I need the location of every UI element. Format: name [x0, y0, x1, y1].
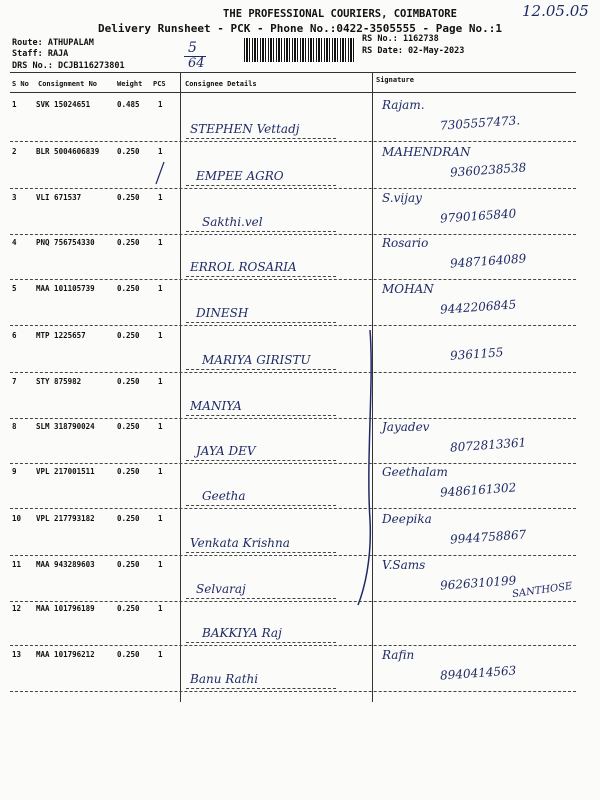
signature-phone: 9790165840 [439, 206, 517, 226]
consignee-name: BAKKIYA Raj [202, 626, 282, 640]
consignee-name: ERROL ROSARIA [190, 260, 297, 274]
barcode [244, 38, 356, 62]
row-weight: 0.250 [117, 560, 140, 569]
col-sno: S No [12, 80, 29, 88]
row-weight: 0.250 [117, 147, 140, 156]
name-underline [186, 415, 336, 416]
signature-text: MAHENDRAN [382, 145, 471, 159]
row-pcs: 1 [158, 467, 163, 476]
row-pcs: 1 [158, 193, 163, 202]
row-consignment: BLR 5004606839 [36, 147, 100, 156]
row-separator [10, 188, 576, 189]
col-consignee: Consignee Details [185, 80, 257, 88]
row-separator [10, 234, 576, 235]
name-underline [186, 505, 336, 506]
table-header-rule [10, 92, 576, 93]
row-consignment: SVK 15024651 [36, 100, 91, 109]
row-weight: 0.250 [117, 331, 140, 340]
row-consignment: MAA 101796189 [36, 604, 95, 613]
signature-text: Rafin [382, 648, 415, 662]
consignee-name: STEPHEN Vettadj [190, 122, 300, 136]
signature-phone: 9442206845 [439, 297, 517, 317]
row-consignment: VLI 671537 [36, 193, 82, 202]
row-sno: 4 [12, 238, 17, 247]
row-weight: 0.250 [117, 284, 140, 293]
name-underline [186, 552, 336, 553]
row-separator [10, 555, 576, 556]
runsheet-title: Delivery Runsheet - PCK - Phone No.:0422-3505555 - Page No.:1 [98, 22, 502, 35]
handwritten-count: 5 [188, 40, 197, 56]
row-separator [10, 691, 576, 692]
row-weight: 0.250 [117, 193, 140, 202]
handwritten-santhose: SANTHOSE [511, 580, 574, 601]
row-sno: 3 [12, 193, 17, 202]
signature-phone: 7305557473. [439, 113, 521, 133]
staff-label: Staff: RAJA [12, 49, 69, 59]
row-weight: 0.485 [117, 100, 140, 109]
signature-text: MOHAN [382, 282, 434, 296]
row-separator [10, 418, 576, 419]
name-underline [186, 322, 336, 323]
row-sno: 2 [12, 147, 17, 156]
row-sno: 5 [12, 284, 17, 293]
signature-text: Rajam. [382, 98, 425, 112]
row-sno: 10 [12, 514, 22, 523]
row-separator [10, 325, 576, 326]
signature-text: Geethalam [382, 465, 448, 479]
row-pcs: 1 [158, 514, 163, 523]
row-consignment: VPL 217793182 [36, 514, 95, 523]
signature-text: S.vijay [382, 191, 422, 205]
row-pcs: 1 [158, 284, 163, 293]
signature-text: Rosario [382, 236, 429, 250]
signature-phone: 8940414563 [439, 663, 517, 683]
row-consignment: STY 875982 [36, 377, 82, 386]
route-label: Route: ATHUPALAM [12, 38, 94, 48]
row-pcs: 1 [158, 147, 163, 156]
consignee-name: JAYA DEV [196, 444, 256, 458]
row-pcs: 1 [158, 100, 163, 109]
row-weight: 0.250 [117, 604, 140, 613]
name-underline [186, 688, 336, 689]
rs-date: RS Date: 02-May-2023 [362, 46, 465, 56]
row-pcs: 1 [158, 331, 163, 340]
row-consignment: MAA 943289603 [36, 560, 95, 569]
consignee-name: Banu Rathi [190, 672, 259, 686]
row-sno: 8 [12, 422, 17, 431]
row-consignment: MAA 101105739 [36, 284, 95, 293]
row-separator [10, 372, 576, 373]
col-weight: Weight [117, 80, 143, 88]
name-underline [186, 231, 336, 232]
row-weight: 0.250 [117, 650, 140, 659]
row-sno: 13 [12, 650, 22, 659]
row-sno: 11 [12, 560, 22, 569]
row-pcs: 1 [158, 377, 163, 386]
signature-text: Jayadev [382, 420, 430, 434]
row-pcs: 1 [158, 604, 163, 613]
consignee-name: Geetha [202, 489, 246, 503]
row-pcs: 1 [158, 650, 163, 659]
consignee-name: Venkata Krishna [190, 536, 290, 550]
name-underline [186, 185, 336, 186]
row-consignment: PNQ 756754330 [36, 238, 95, 247]
name-underline [186, 276, 336, 277]
consignee-name: Sakthi.vel [202, 215, 263, 229]
name-underline [186, 642, 336, 643]
row-separator [10, 601, 576, 602]
row-pcs: 1 [158, 560, 163, 569]
signature-phone: 9487164089 [449, 251, 527, 271]
row-sno: 12 [12, 604, 22, 613]
col-consignment: Consignment No [38, 80, 98, 88]
company-title: THE PROFESSIONAL COURIERS, COIMBATORE [223, 8, 457, 20]
signature-phone: 8072813361 [449, 435, 527, 455]
signature-text: Deepika [382, 512, 432, 526]
consignee-name: DINESH [196, 306, 249, 320]
row-consignment: SLM 318790024 [36, 422, 95, 431]
row-consignment: VPL 217001511 [36, 467, 95, 476]
name-underline [186, 138, 336, 139]
row-separator [10, 645, 576, 646]
signature-phone: 9360238538 [449, 160, 527, 180]
consignee-name: Selvaraj [196, 582, 246, 596]
table-top-rule [10, 72, 576, 73]
rs-number: RS No.: 1162738 [362, 34, 439, 44]
row-pcs: 1 [158, 422, 163, 431]
consignee-name: MARIYA GIRISTU [202, 353, 311, 367]
bracket-scribble [352, 320, 382, 620]
row-weight: 0.250 [117, 238, 140, 247]
col-signature: Signature [376, 76, 414, 84]
row-consignment: MAA 101796212 [36, 650, 95, 659]
row-sno: 6 [12, 331, 17, 340]
tick-scribble [150, 160, 170, 188]
row-weight: 0.250 [117, 514, 140, 523]
handwritten-count-2: 64 [188, 56, 205, 71]
consignee-column-divider [180, 72, 181, 702]
row-sno: 7 [12, 377, 17, 386]
row-pcs: 1 [158, 238, 163, 247]
name-underline [186, 460, 336, 461]
row-separator [10, 141, 576, 142]
row-weight: 0.250 [117, 422, 140, 431]
signature-phone: 9361155 [449, 345, 504, 363]
row-weight: 0.250 [117, 467, 140, 476]
row-consignment: MTP 1225657 [36, 331, 86, 340]
row-weight: 0.250 [117, 377, 140, 386]
handwritten-date: 12.05.05 [522, 2, 589, 20]
signature-phone: 9626310199 [439, 573, 517, 593]
name-underline [186, 598, 336, 599]
signature-phone: 9944758867 [449, 527, 527, 547]
row-separator [10, 508, 576, 509]
row-separator [10, 279, 576, 280]
consignee-name: EMPEE AGRO [196, 169, 284, 183]
row-separator [10, 463, 576, 464]
row-sno: 1 [12, 100, 17, 109]
consignee-name: MANIYA [190, 399, 242, 413]
signature-phone: 9486161302 [439, 480, 517, 500]
name-underline [186, 369, 336, 370]
col-pcs: PCS [153, 80, 166, 88]
signature-text: V.Sams [382, 558, 426, 572]
drs-number: DRS No.: DCJB116273801 [12, 61, 125, 71]
row-sno: 9 [12, 467, 17, 476]
